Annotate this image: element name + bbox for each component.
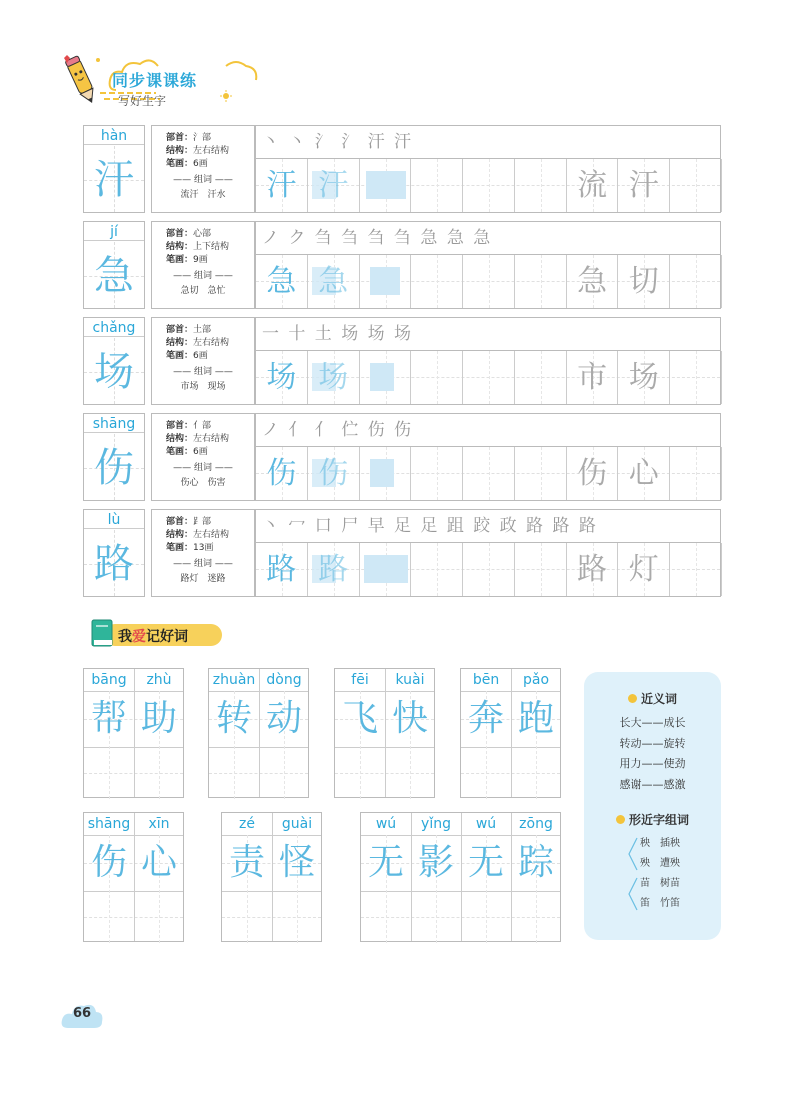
model-character: 伤 [94, 445, 134, 491]
practice-cell[interactable] [308, 351, 360, 404]
zuci-label: —— 组词 —— [173, 463, 233, 473]
structure: 左右结构 [193, 338, 230, 348]
example-words: 急切 急忙 [180, 286, 226, 296]
practice-cell[interactable] [670, 351, 722, 404]
model-character: 急 [94, 253, 134, 299]
model-character: 路 [94, 541, 134, 587]
practice-char [411, 351, 462, 404]
word-character: 心 [140, 842, 177, 883]
section-title-accent: 爱 [132, 629, 146, 645]
character-row [83, 317, 723, 405]
character-row [83, 413, 723, 501]
word-tips-panel [584, 672, 721, 940]
word-practice-box [360, 812, 561, 942]
practice-char [670, 447, 721, 500]
word-practice-box [460, 668, 561, 798]
zuci-label: —— 组词 —— [173, 559, 233, 569]
stroke-order: ノ ク 刍 刍 刍 刍 急 急 急 [255, 221, 721, 255]
word-character: 踪 [517, 842, 554, 883]
character-info: 部首：土部 结构：左右结构 笔画：6画 —— 组词 —— 市场 现场 [151, 317, 255, 405]
similar-item: 秧 插秧 [640, 838, 680, 849]
word-pinyin: yǐng [421, 816, 451, 832]
word-practice-box [83, 668, 184, 798]
practice-cell[interactable] [360, 255, 412, 308]
practice-cell[interactable] [308, 543, 360, 596]
practice-char [411, 255, 462, 308]
word-pinyin: kuài [395, 672, 425, 688]
practice-cell[interactable] [463, 159, 515, 212]
pinyin: hàn [100, 128, 128, 144]
practice-char: 路 [266, 552, 297, 587]
pencil-mascot-icon [60, 52, 104, 106]
example-words: 路灯 迷路 [180, 574, 226, 584]
structure: 左右结构 [193, 530, 230, 540]
practice-char: 伤 [577, 456, 608, 491]
practice-cell[interactable] [360, 351, 412, 404]
word-pinyin: guài [281, 816, 313, 832]
pinyin: jí [110, 224, 118, 240]
practice-cell[interactable] [670, 543, 722, 596]
practice-cell[interactable] [360, 447, 412, 500]
practice-char: 急 [266, 264, 297, 299]
character-info: 部首：⻊部 结构：左右结构 笔画：13画 —— 组词 —— 路灯 迷路 [151, 509, 255, 597]
practice-char [463, 351, 514, 404]
character-info: 部首：氵部 结构：左右结构 笔画：6画 —— 组词 —— 流汗 汗水 [151, 125, 255, 213]
practice-char [463, 447, 514, 500]
practice-char: 汗 [318, 168, 349, 203]
word-character: 跑 [517, 698, 554, 739]
word-character: 怪 [278, 842, 315, 883]
practice-cell[interactable] [411, 351, 463, 404]
practice-grid [255, 159, 721, 213]
practice-cell[interactable] [567, 351, 619, 404]
word-character: 责 [228, 842, 265, 883]
practice-cell[interactable] [618, 447, 670, 500]
practice-cell[interactable] [567, 447, 619, 500]
radical: 氵部 [193, 133, 212, 143]
stroke-order: 丶 丶 氵 氵 汗 汗 [255, 125, 721, 159]
word-pinyin: pǎo [522, 672, 550, 688]
practice-char [360, 255, 411, 308]
practice-grid [255, 351, 721, 405]
practice-char [360, 159, 411, 212]
word-pinyin: wú [475, 816, 497, 832]
practice-cell[interactable] [670, 255, 722, 308]
practice-cell[interactable] [515, 543, 567, 596]
practice-cell[interactable] [360, 159, 412, 212]
practice-cell[interactable] [463, 543, 515, 596]
practice-cell[interactable] [463, 447, 515, 500]
practice-char: 急 [318, 264, 349, 299]
model-character-box [83, 125, 145, 213]
word-character: 无 [367, 842, 404, 883]
word-pinyin: shāng [87, 816, 131, 832]
character-row [83, 221, 723, 309]
practice-char [463, 543, 514, 596]
practice-char [515, 543, 566, 596]
word-character: 无 [467, 842, 504, 883]
practice-char [360, 447, 411, 500]
model-character: 场 [94, 349, 134, 395]
stroke-order: ノ 亻 亻 伫 伤 伤 [255, 413, 721, 447]
practice-cell[interactable] [670, 447, 722, 500]
practice-cell[interactable] [308, 159, 360, 212]
lightbulb-icon [616, 815, 625, 824]
synonym-item: 转动——旋转 [619, 736, 686, 750]
practice-cell[interactable] [567, 255, 619, 308]
header-subtitle: 写好生字 [118, 94, 167, 108]
practice-cell[interactable] [618, 159, 670, 212]
stroke-count: 6画 [193, 351, 208, 361]
practice-char [670, 255, 721, 308]
character-row [83, 125, 723, 213]
character-info: 部首：心部 结构：上下结构 笔画：9画 —— 组词 —— 急切 急忙 [151, 221, 255, 309]
example-words: 流汗 汗水 [180, 190, 226, 200]
zuci-label: —— 组词 —— [173, 367, 233, 377]
practice-char: 路 [318, 552, 349, 587]
synonyms-title: 近义词 [640, 692, 677, 706]
practice-char [360, 351, 411, 404]
practice-cell[interactable] [411, 543, 463, 596]
synonym-item: 感谢——感激 [619, 777, 686, 791]
word-pinyin: zhù [146, 672, 172, 688]
practice-char [515, 255, 566, 308]
word-character: 伤 [90, 842, 127, 883]
practice-char: 场 [628, 360, 659, 395]
model-character-box [83, 221, 145, 309]
practice-cell[interactable] [256, 351, 308, 404]
word-pinyin: bāng [91, 672, 127, 688]
practice-char [670, 159, 721, 212]
example-words: 市场 现场 [180, 382, 226, 392]
model-character-box [83, 509, 145, 597]
section-title-part2: 记好词 [146, 629, 188, 645]
synonym-item: 用力——使劲 [619, 757, 686, 770]
practice-grid [255, 255, 721, 309]
word-practice-box [334, 668, 435, 798]
practice-char: 灯 [628, 552, 659, 587]
practice-char: 伤 [318, 456, 349, 491]
word-practice-box [208, 668, 309, 798]
structure: 上下结构 [193, 242, 230, 252]
practice-cell[interactable] [515, 447, 567, 500]
lightbulb-icon [628, 694, 637, 703]
word-pinyin: fēi [351, 672, 369, 688]
word-character: 影 [417, 842, 454, 883]
book-icon [90, 618, 116, 648]
word-character: 转 [215, 698, 252, 739]
model-character: 汗 [94, 157, 134, 203]
word-character: 帮 [90, 698, 127, 739]
stroke-count: 13画 [193, 543, 214, 553]
stroke-order: 丶 冖 口 尸 早 足 足 跙 跤 政 路 路 路 [255, 509, 721, 543]
header-title: 同步课课练 [112, 71, 198, 90]
practice-cell[interactable] [618, 543, 670, 596]
structure: 左右结构 [193, 434, 230, 444]
word-pinyin: wú [375, 816, 397, 832]
word-pinyin: zhuàn [212, 672, 256, 688]
practice-char [463, 255, 514, 308]
practice-cell[interactable] [670, 159, 722, 212]
synonym-item: 长大——成长 [619, 716, 686, 729]
similar-group [584, 834, 721, 874]
word-character: 动 [265, 698, 302, 739]
practice-char: 场 [266, 360, 297, 395]
word-character: 飞 [341, 698, 378, 739]
practice-cell[interactable] [515, 351, 567, 404]
practice-char: 切 [628, 264, 659, 299]
word-pinyin: xīn [148, 816, 170, 832]
practice-char: 路 [577, 552, 608, 587]
example-words: 伤心 伤害 [180, 478, 226, 488]
character-row [83, 509, 723, 597]
practice-grid [255, 543, 721, 597]
practice-char [411, 159, 462, 212]
practice-cell[interactable] [567, 159, 619, 212]
word-pinyin: dòng [266, 672, 302, 688]
practice-cell[interactable] [411, 255, 463, 308]
model-character-box [83, 413, 145, 501]
stroke-count: 6画 [193, 159, 208, 169]
radical: 亻部 [193, 421, 212, 431]
practice-char [411, 543, 462, 596]
practice-char: 流 [577, 168, 608, 203]
practice-cell[interactable] [256, 543, 308, 596]
pinyin: lù [107, 512, 121, 528]
structure: 左右结构 [193, 146, 230, 156]
practice-char [670, 351, 721, 404]
section-title-tag [84, 618, 222, 648]
similar-chars-title: 形近字组词 [628, 813, 689, 827]
page-header [60, 52, 300, 112]
practice-char [463, 159, 514, 212]
sun-icon [220, 90, 232, 102]
practice-cell[interactable] [308, 447, 360, 500]
pinyin: chǎng [92, 320, 136, 336]
practice-grid [255, 447, 721, 501]
word-pinyin: zé [239, 816, 255, 832]
stroke-count: 6画 [193, 447, 208, 457]
brace-icon [626, 836, 638, 872]
similar-item: 苗 树苗 [640, 878, 680, 889]
practice-cell[interactable] [256, 447, 308, 500]
practice-char [411, 447, 462, 500]
practice-char: 伤 [266, 456, 297, 491]
word-pinyin: bēn [472, 672, 500, 688]
practice-cell[interactable] [567, 543, 619, 596]
stroke-count: 9画 [193, 255, 208, 265]
practice-cell[interactable] [618, 255, 670, 308]
practice-char: 汗 [266, 168, 297, 203]
practice-cell[interactable] [308, 255, 360, 308]
similar-item: 笛 竹笛 [640, 898, 680, 909]
radical: ⻊部 [193, 517, 212, 527]
practice-cell[interactable] [411, 447, 463, 500]
radical: 土部 [193, 325, 212, 335]
word-practice-box [221, 812, 322, 942]
practice-cell[interactable] [463, 351, 515, 404]
practice-char [360, 543, 411, 596]
practice-char: 场 [318, 360, 349, 395]
radical: 心部 [193, 229, 212, 239]
practice-char [515, 447, 566, 500]
similar-group [584, 874, 721, 914]
practice-cell[interactable] [360, 543, 412, 596]
word-practice-box [83, 812, 184, 942]
pinyin: shāng [92, 416, 136, 432]
practice-cell[interactable] [618, 351, 670, 404]
practice-char: 市 [577, 360, 608, 395]
practice-char: 急 [577, 264, 608, 299]
practice-char: 心 [628, 456, 659, 491]
practice-cell[interactable] [256, 159, 308, 212]
brace-icon [626, 876, 638, 912]
similar-item: 殃 遭殃 [640, 858, 680, 869]
word-character: 奔 [467, 698, 504, 739]
practice-char: 汗 [628, 168, 659, 203]
section-title-part1: 我 [118, 629, 132, 645]
character-info: 部首：亻部 结构：左右结构 笔画：6画 —— 组词 —— 伤心 伤害 [151, 413, 255, 501]
zuci-label: —— 组词 —— [173, 175, 233, 185]
word-pinyin: zōng [519, 816, 553, 832]
practice-cell[interactable] [515, 255, 567, 308]
practice-cell[interactable] [515, 159, 567, 212]
practice-char [515, 159, 566, 212]
practice-char [670, 543, 721, 596]
zuci-label: —— 组词 —— [173, 271, 233, 281]
stroke-order: 一 十 土 场 场 场 [255, 317, 721, 351]
word-character: 助 [140, 698, 177, 739]
word-character: 快 [391, 698, 428, 739]
model-character-box [83, 317, 145, 405]
page-number: 66 [60, 1000, 104, 1032]
practice-cell[interactable] [411, 159, 463, 212]
practice-cell[interactable] [256, 255, 308, 308]
practice-cell[interactable] [463, 255, 515, 308]
practice-char [515, 351, 566, 404]
